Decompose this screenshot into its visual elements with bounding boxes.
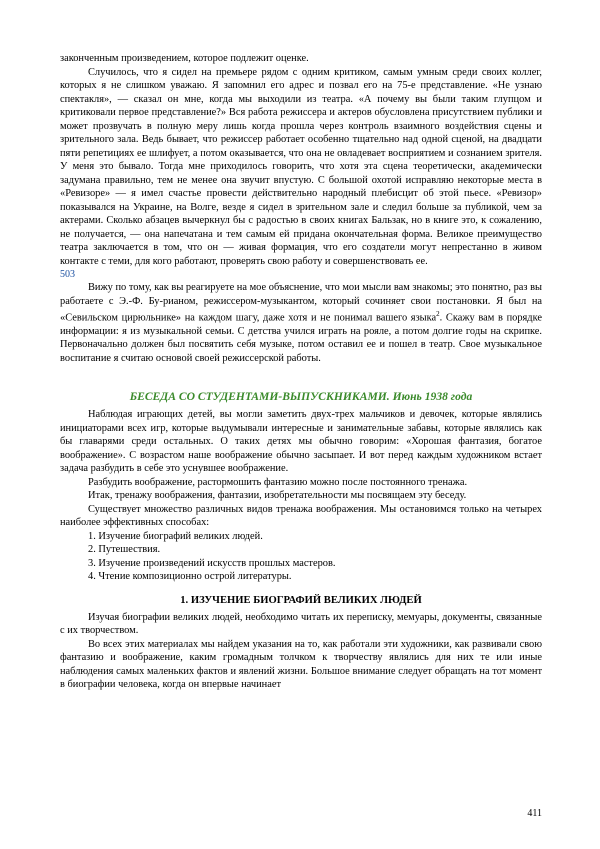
paragraph-children: Наблюдая играющих детей, вы могли заметить двух-трех мальчиков и девочек, которые являлись инициаторами всех игр, которые выдумывали интересные и занимательные забавы, которые являлись как бы главарями среди остальных. О таких детях мы обычно говорим: «Хорошая фантазия, богатое воображение». С возрастом наше воображение обычно засыпает. И вот перед каждым художником встает задача разбудить в себе это уснувшее воображение.: [60, 409, 542, 475]
paragraph-methods-intro: Существует множество различных видов тренажа воображения. Мы остановимся только на четырех наиболее эффективных способах:: [60, 503, 542, 529]
paragraph-biographies: Изучая биографии великих людей, необходимо читать их переписку, мемуары, документы, связанные с их творчеством.: [60, 611, 542, 637]
paragraph-continuation: законченным произведением, которое подлежит оценке.: [60, 53, 309, 64]
section-title: БЕСЕДА СО СТУДЕНТАМИ-ВЫПУСКНИКАМИ. Июнь 1938 года: [129, 390, 473, 404]
paragraph-critic-story: Случилось, что я сидел на премьере рядом с одним критиком, самым умным среди своих коллег, которых я не слишком уважаю. Я запомнил его адрес и позвал его на 75-е представление. «Не узнаю спектакля», — сказал он мне, когда мы выходили из театра. «А почему вы были таким глупцом и критиковали первое представление?» Вся работа режиссера и актеров обусловлена присутствием публики и может прозвучать в полную меру лишь когда прошла через контроль взаимного воздействия сцены и зрительного зала. Ведь бывает, что режиссер работает особенно тщательно над одной сценой, на двадцати пяти репетициях ее шлифует, а потом оказывается, что она не овладевает восприятием и сознанием зрителя. У меня это бывало. Тогда мне приходилось говорить, что хотя эта сцена теоретически, академически задумана правильно, тем не менее она звучит впустую. С большой охотой исправляю некоторые места в «Ревизоре» — я имел счастье провести действительно народный плебисцит об этой пьесе. «Ревизор» показывался на Украине, на Волге, везде я сидел в зрительном зале и следил больше за публикой, чем за актерами. Сколько абзацев вычеркнул бы с радостью в своих книгах Бальзак, но в книге это, к сожалению, не получается, — она напечатана и тем самым ей придана окончательная форма. Великое преимущество театра заключается в том, что он — живая формация, что его создатели могут непрестанно в живом контакте с теми, для кого работают, проверять свою работу и совершенствовать ее.: [60, 66, 542, 267]
list-item: 1. Изучение биографий великих людей.: [88, 530, 263, 542]
paragraph-music: [60, 281, 542, 365]
paragraph-materials: Во всех этих материалах мы найдем указания на то, как работали эти художники, как развивали свою фантазию и воображение, каким громадным толчком к творчеству являлись для них те или иные наблюдения самых маленьких фактов и явлений жизни. Большое внимание следует обращать на тот момент в биографии человека, когда он впервые начинает: [60, 638, 542, 691]
paragraph-awaken: Разбудить воображение, растормошить фантазию можно после постоянного тренажа.: [88, 476, 468, 488]
methods-list: [60, 530, 542, 584]
list-item: 2. Путешествия.: [88, 544, 161, 556]
footnote-mark: 2: [436, 310, 440, 318]
page-number: 411: [527, 808, 542, 819]
subsection-title: 1. ИЗУЧЕНИЕ БИОГРАФИЙ ВЕЛИКИХ ЛЮДЕЙ: [180, 594, 422, 606]
music-text-start: Вижу по тому, как вы реагируете на мое объяснение, что мои мысли вам знакомы; это понятно, раз вы работаете с Э.-Ф. Бу-рианом, режиссером-музыкантом, который сочиняет свои постановки. Я был на «Севильском цирюльнике» на каждом шагу, даже хотя и не понимал вашего языка: [60, 282, 542, 324]
paragraph-training: Итак, тренажу воображения, фантазии, изобретательности мы посвящаем эту беседу.: [88, 490, 467, 502]
inline-page-number: 503: [60, 269, 75, 280]
music-text-end: . Скажу вам в порядке информации: я из музыкальной семьи. С детства учился играть на рояле, а потом долгие годы на скрипке. Первоначально должен был посвятить себя музыке, потом оставил ее и пошел в театр. Свое музыкальное воспитание я считаю основой своей режиссерской работы.: [60, 312, 542, 364]
page-body: [60, 52, 542, 692]
list-item: 4. Чтение композиционно острой литературы.: [88, 571, 292, 583]
list-item: 3. Изучение произведений искусств прошлых мастеров.: [88, 557, 336, 569]
